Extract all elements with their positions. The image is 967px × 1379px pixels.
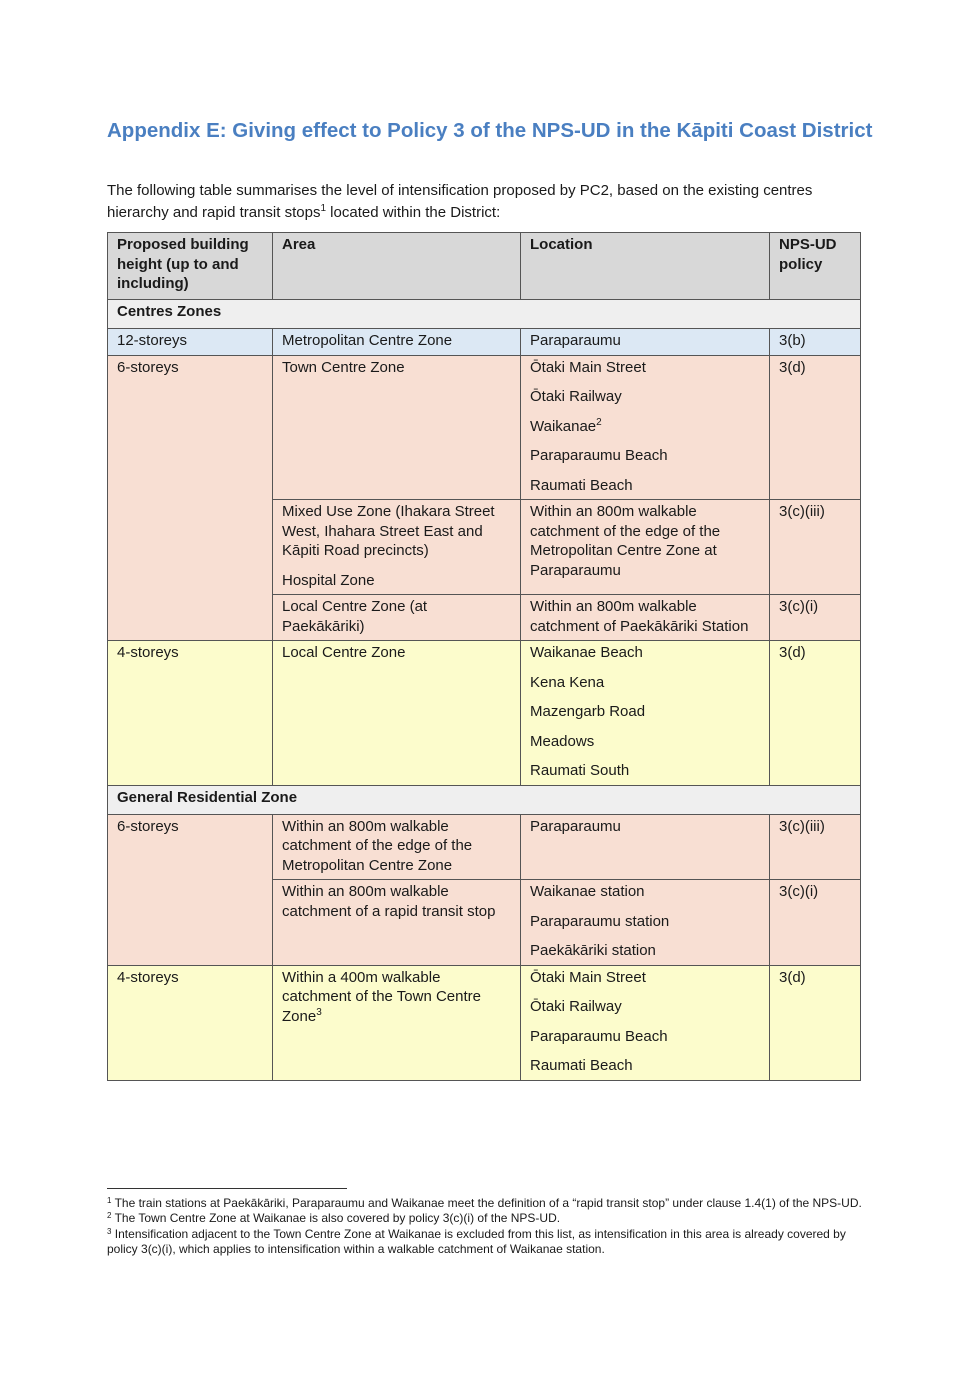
area-item: Mixed Use Zone (Ihakara Street West, Ihahara Street East and Kāpiti Road precincts) (282, 503, 495, 559)
area-item: Hospital Zone (282, 571, 375, 589)
intensification-table (107, 232, 861, 1081)
section-row-residential (108, 785, 861, 814)
location-cell: Paraparaumu (521, 814, 770, 880)
policy-cell: 3(d) (770, 641, 861, 786)
header-location: Location (521, 233, 770, 300)
footnote-number: 1 (107, 1196, 112, 1205)
location-item: Paraparaumu station (530, 912, 670, 930)
location-text: Waikanae (530, 417, 597, 435)
table-row (108, 355, 861, 500)
header-height: Proposed building height (up to and including) (108, 233, 273, 300)
footnote-divider (107, 1188, 347, 1189)
table-row (108, 329, 861, 356)
footnote-number: 3 (107, 1226, 112, 1236)
location-item: Kena Kena (530, 673, 605, 691)
height-cell: 4-storeys (108, 641, 273, 786)
footnote-2 (107, 1211, 867, 1226)
footnote-ref-1[interactable]: 1 (320, 203, 327, 214)
footnote-text: Intensification adjacent to the Town Centre Zone at Waikanae is excluded from this list, as intensification in this area is already covered by policy 3(c)(i), which applies to intensification within a walkable catchment of Waikanae station. (107, 1226, 846, 1256)
footnote-text: The train stations at Paekākāriki, Paraparaumu and Waikanae meet the definition of a “rapid transit stop” under clause 1.4(1) of the NPS-UD. (114, 1196, 862, 1210)
area-cell: Local Centre Zone (at Paekākāriki) (273, 595, 521, 641)
area-cell: Town Centre Zone (273, 355, 521, 500)
footnotes (107, 1196, 867, 1257)
location-item: Paekākāriki station (530, 942, 656, 959)
location-item: Paraparaumu Beach (530, 1027, 668, 1045)
page-heading: Appendix E: Giving effect to Policy 3 of the NPS-UD in the Kāpiti Coast District (107, 119, 873, 142)
location-cell: Within an 800m walkable catchment of Paekākāriki Station (521, 595, 770, 641)
policy-cell: 3(c)(i) (770, 880, 861, 966)
location-item: Mazengarb Road (530, 703, 646, 720)
location-item: Waikanae station (530, 883, 645, 900)
footnote-ref-3[interactable]: 3 (316, 1006, 322, 1018)
policy-cell: 3(c)(iii) (770, 814, 861, 880)
footnote-number: 2 (107, 1211, 112, 1221)
location-item: Waikanae Beach (530, 644, 643, 661)
policy-cell: 3(c)(i) (770, 595, 861, 641)
location-cell: Within an 800m walkable catchment of the edge of the Metropolitan Centre Zone at Paraparaumu (521, 500, 770, 595)
section-row-centres (108, 300, 861, 329)
location-item: Paraparaumu Beach (530, 447, 668, 464)
location-item (530, 417, 760, 437)
height-cell: 12-storeys (108, 329, 273, 356)
area-cell: Within an 800m walkable catchment of a rapid transit stop (273, 880, 521, 966)
policy-cell: 3(d) (770, 965, 861, 1080)
location-item: Raumati Beach (530, 476, 633, 494)
location-item: Ōtaki Main Street (530, 968, 646, 986)
location-cell: Paraparaumu (521, 329, 770, 356)
area-cell: Within an 800m walkable catchment of the edge of the Metropolitan Centre Zone (273, 814, 521, 880)
policy-cell: 3(c)(iii) (770, 500, 861, 595)
footnote-ref-2[interactable]: 2 (596, 416, 602, 428)
table-row (108, 814, 861, 880)
location-item: Ōtaki Railway (530, 998, 622, 1015)
location-cell (521, 641, 770, 786)
height-cell: 6-storeys (108, 355, 273, 641)
header-policy: NPS-UD policy (770, 233, 861, 300)
location-item: Ōtaki Railway (530, 388, 622, 405)
area-cell (273, 500, 521, 595)
location-item: Meadows (530, 732, 595, 750)
policy-cell: 3(b) (770, 329, 861, 356)
intro-text-end: located within the District: (326, 204, 501, 221)
location-item: Raumati South (530, 762, 630, 779)
footnote-3 (107, 1227, 867, 1258)
height-cell: 4-storeys (108, 965, 273, 1080)
footnote-text: The Town Centre Zone at Waikanae is also covered by policy 3(c)(i) of the NPS-UD. (114, 1211, 561, 1226)
section-general-residential: General Residential Zone (108, 785, 861, 814)
footnote-1 (107, 1196, 867, 1211)
intro-paragraph (107, 180, 867, 224)
area-text: Within a 400m walkable catchment of the Town Centre Zone (282, 968, 481, 1025)
policy-cell: 3(d) (770, 355, 861, 500)
location-cell (521, 880, 770, 966)
location-cell (521, 965, 770, 1080)
table-row (108, 641, 861, 786)
height-cell: 6-storeys (108, 814, 273, 965)
location-item: Ōtaki Main Street (530, 358, 646, 376)
table-header-row (108, 233, 861, 300)
area-cell (273, 965, 521, 1080)
location-item: Raumati Beach (530, 1057, 633, 1074)
header-area: Area (273, 233, 521, 300)
location-cell (521, 355, 770, 500)
section-centres-zones: Centres Zones (108, 300, 861, 329)
area-cell: Metropolitan Centre Zone (273, 329, 521, 356)
intro-text: The following table summarises the level of intensification proposed by PC2, based on the existing centres hierarchy and rapid transit stops (107, 182, 813, 221)
area-cell: Local Centre Zone (273, 641, 521, 786)
table-row (108, 965, 861, 1080)
